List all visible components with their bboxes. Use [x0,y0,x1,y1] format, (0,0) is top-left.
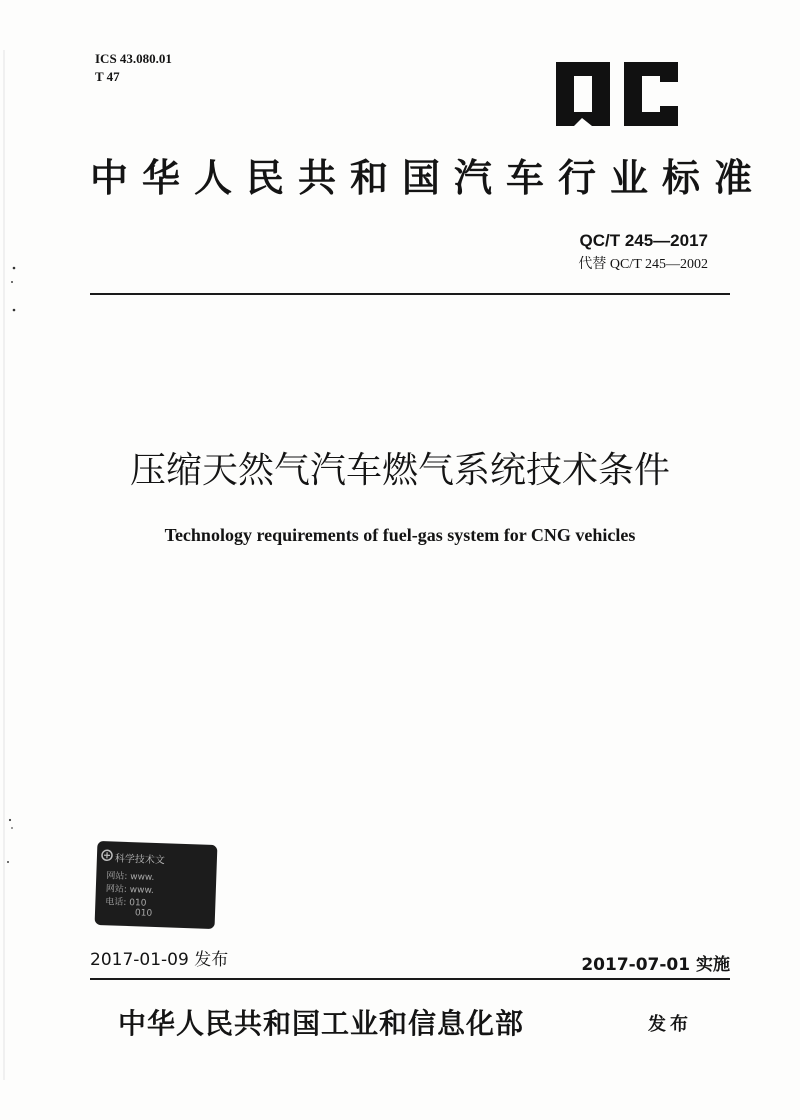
stamp-line-4: 010 [134,908,153,919]
document-title-chinese: 压缩天然气汽车燃气系统技术条件 [129,450,670,491]
bottom-divider [90,978,730,980]
publisher-name: 中华人民共和国工业和信息化部 [118,1007,525,1040]
implementation-date: 2017-07-01 实施 [581,955,730,975]
top-divider [90,293,730,295]
stamp-logo-icon [100,848,114,862]
classification-code: T 47 [95,69,120,84]
replaces-standard: 代替 QC/T 245—2002 [578,257,708,272]
standard-number: QC/T 245—2017 [579,231,708,250]
stamp-line-3: 电话: 010 [105,897,147,909]
standard-category-title: 中华人民共和国汽车行业标准 [90,156,767,200]
ics-code-block [95,50,172,86]
publisher-suffix: 发布 [648,1014,692,1035]
ics-code: ICS 43.080.01 [95,51,172,66]
stamp-line-2: 网站: www. [105,884,154,896]
publisher-stamp [95,841,218,929]
issue-date: 2017-01-09 发布 [90,950,229,970]
document-title-english: Technology requirements of fuel-gas system for CNG vehicles [164,525,636,545]
stamp-line-1: 网站: www. [106,871,155,883]
stamp-brand: 科学技术文 [114,853,166,867]
qc-logo [552,62,682,126]
